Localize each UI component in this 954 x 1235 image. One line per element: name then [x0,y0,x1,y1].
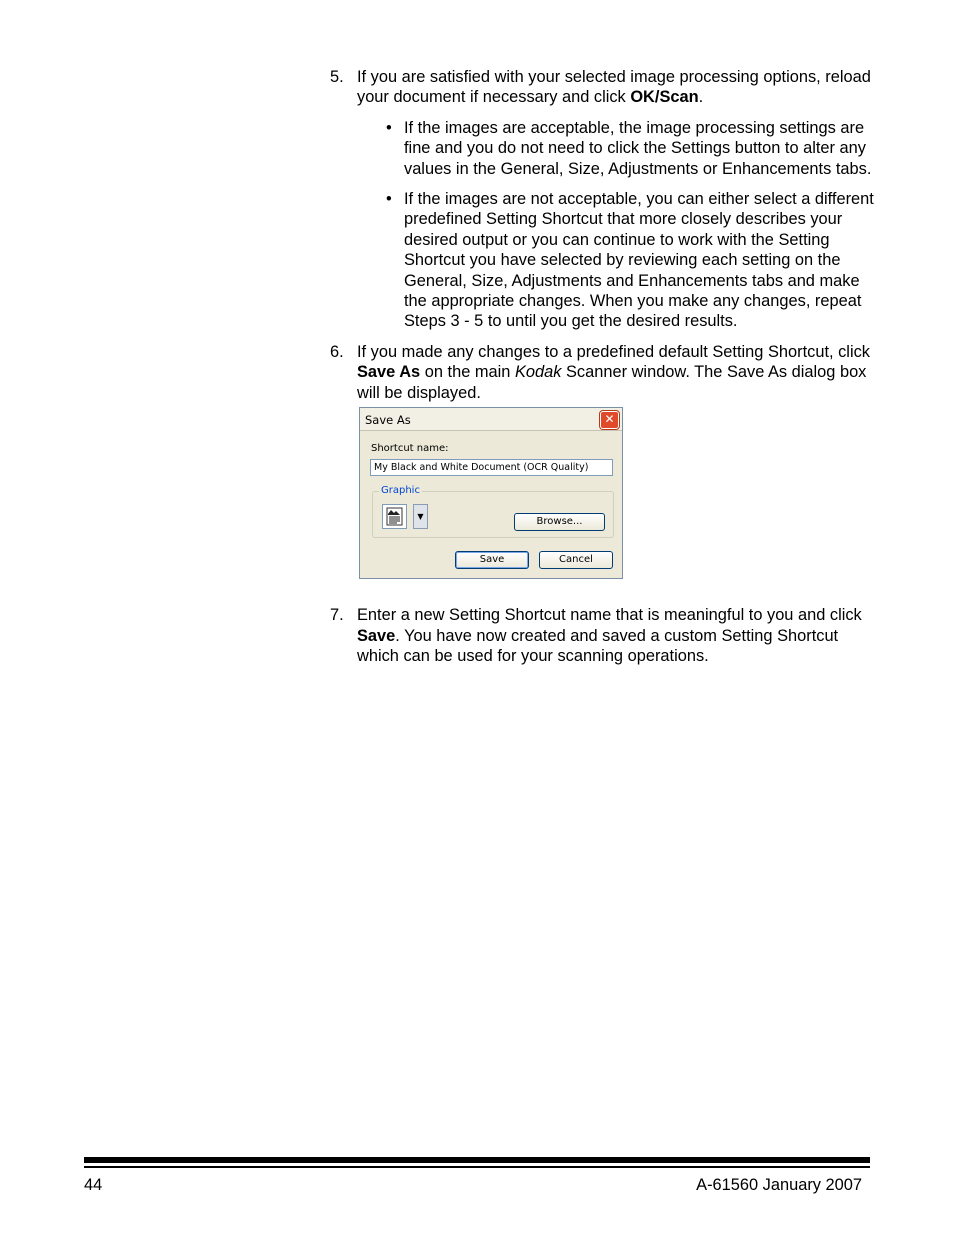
shortcut-name-input[interactable]: My Black and White Document (OCR Quality) [370,459,613,476]
save-as-term: Save As [357,363,421,382]
close-icon[interactable]: ✕ [600,411,619,429]
step-5 [330,67,875,332]
ok-scan-term: OK/Scan [630,88,699,107]
step-6 [330,342,875,403]
shortcut-name-label: Shortcut name: [371,443,449,454]
dialog-title-bar[interactable] [360,408,622,431]
bullet-item: • If the images are not acceptable, you can either select a different predefined Setting Shortcut that more closely describes your desired output or you can continue to work with the Setting Shortcut you have selected by reviewing each setting on the General, Size, Adjustments and Enhancements tabs and make the appropriate changes. When you make any changes, repeat Steps 3 - 5 to until you get the desired results. [386,190,874,331]
graphic-group [372,485,614,538]
save-as-dialog [359,407,623,579]
page-number: 44 [84,1176,103,1194]
bullet-icon: • [386,118,392,137]
step-text: If you are satisfied with your selected image processing options, reload your document if necessary and click OK/Scan. [357,68,871,107]
step-text: If you made any changes to a predefined default Setting Shortcut, click Save As on the main Kodak Scanner window. The Save As dialog box will be displayed. [357,342,870,402]
step-number: 5. [330,68,344,86]
step-number: 7. [330,606,344,625]
step-number: 6. [330,342,344,361]
footer-rule-thick [84,1157,870,1163]
document-image-icon [383,505,406,528]
bullet-item: • If the images are acceptable, the image processing settings are fine and you do not need to click the Settings button to alter any values in the General, Size, Adjustments or Enhancements tabs. [386,118,872,178]
step-7 [330,605,875,666]
graphic-selector[interactable] [382,504,407,529]
cancel-button[interactable]: Cancel [539,551,613,569]
save-button[interactable]: Save [455,551,529,569]
chevron-down-icon[interactable]: ▼ [413,504,428,529]
browse-button[interactable]: Browse... [514,513,605,531]
kodak-term: Kodak [514,363,562,382]
save-term: Save [357,626,396,645]
bullet-icon: • [386,190,392,209]
dialog-title: Save As [365,413,411,427]
footer-rule-thin [84,1166,870,1168]
step-text: Enter a new Setting Shortcut name that is meaningful to you and click Save. You have now created and saved a custom Setting Shortcut which can be used for your scanning operations. [357,606,862,665]
graphic-group-label: Graphic [381,485,420,496]
document-id: A-61560 January 2007 [696,1176,862,1194]
